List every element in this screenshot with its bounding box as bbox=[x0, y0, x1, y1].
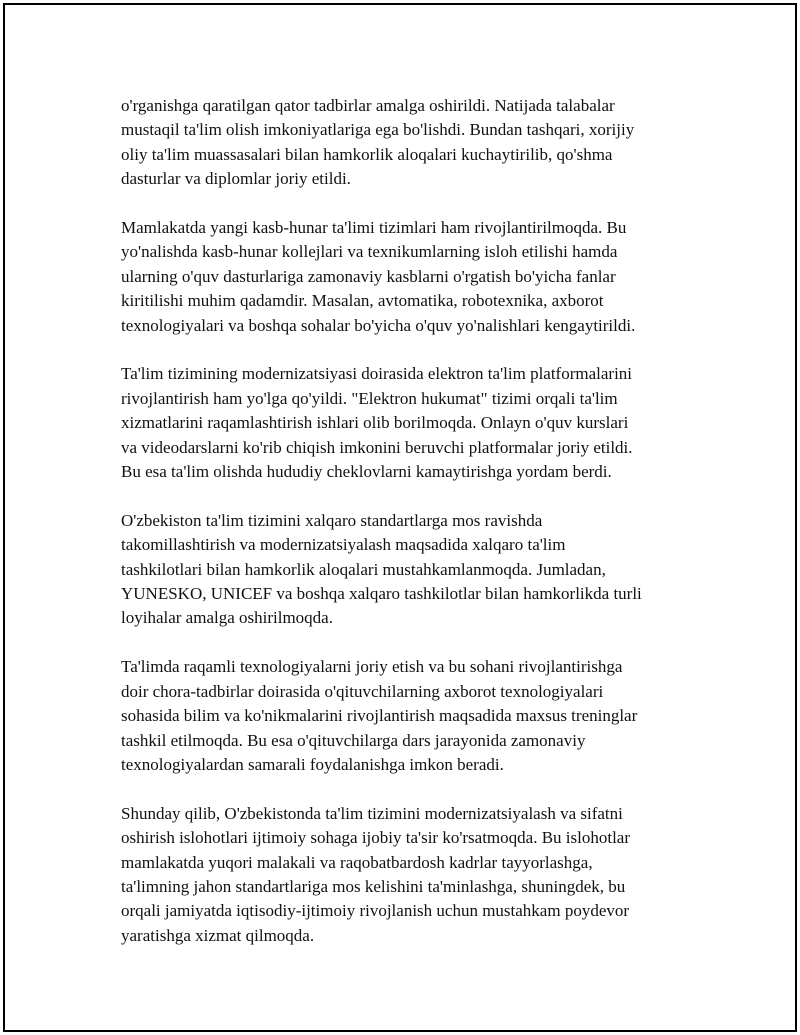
paragraph-5 bbox=[121, 655, 696, 777]
text-line: sohasida bilim va ko'nikmalarini rivojlantirish maqsadida maxsus treninglar bbox=[121, 706, 638, 726]
text-line: dasturlar va diplomlar joriy etildi. bbox=[121, 169, 351, 189]
paragraph-2 bbox=[121, 216, 696, 338]
paragraph-3 bbox=[121, 362, 696, 484]
text-line: yaratishga xizmat qilmoqda. bbox=[121, 925, 315, 945]
paragraph-6 bbox=[121, 802, 696, 948]
text-line: oliy ta'lim muassasalari bilan hamkorlik aloqalari kuchaytirilib, qo'shma bbox=[121, 144, 613, 164]
text-line: Shunday qilib, O'zbekistonda ta'lim tizimini modernizatsiyalash va sifatni bbox=[121, 803, 623, 823]
text-line: takomillashtirish va modernizatsiyalash maqsadida xalqaro ta'lim bbox=[121, 535, 566, 555]
text-line: oshirish islohotlari ijtimoiy sohaga ijobiy ta'sir ko'rsatmoqda. Bu islohotlar bbox=[121, 828, 631, 848]
text-line: orqali jamiyatda iqtisodiy-ijtimoiy rivojlanish uchun mustahkam poydevor bbox=[121, 901, 630, 921]
text-line: mustaqil ta'lim olish imkoniyatlariga ega bo'lishdi. Bundan tashqari, xorijiy bbox=[121, 120, 635, 140]
text-line: mamlakatda yuqori malakali va raqobatbardosh kadrlar tayyorlashga, bbox=[121, 852, 593, 872]
text-line: ularning o'quv dasturlariga zamonaviy kasblarni o'rgatish bo'yicha fanlar bbox=[121, 266, 616, 286]
text-line: tashkilotlari bilan hamkorlik aloqalari mustahkamlanmoqda. Jumladan, bbox=[121, 559, 606, 579]
text-line: kiritilishi muhim qadamdir. Masalan, avtomatika, robotexnika, axborot bbox=[121, 291, 604, 311]
text-line: Mamlakatda yangi kasb-hunar ta'limi tizimlari ham rivojlantirilmoqda. Bu bbox=[121, 218, 627, 238]
text-line: rivojlantirish ham yo'lga qo'yildi. "Elektron hukumat" tizimi orqali ta'lim bbox=[121, 388, 618, 408]
text-line: O'zbekiston ta'lim tizimini xalqaro standartlarga mos ravishda bbox=[121, 510, 543, 530]
text-line: o'rganishga qaratilgan qator tadbirlar amalga oshirildi. Natijada talabalar bbox=[121, 96, 615, 115]
document-body bbox=[121, 94, 696, 973]
text-line: texnologiyalardan samarali foydalanishga imkon beradi. bbox=[121, 754, 504, 774]
text-line: yo'nalishda kasb-hunar kollejlari va texnikumlarning isloh etilishi hamda bbox=[121, 242, 618, 262]
text-line: Ta'limda raqamli texnologiyalarni joriy etish va bu sohani rivojlantirishga bbox=[121, 657, 623, 677]
text-line: tashkil etilmoqda. Bu esa o'qituvchilarga dars jarayonida zamonaviy bbox=[121, 730, 586, 750]
text-line: loyihalar amalga oshirilmoqda. bbox=[121, 608, 333, 628]
text-line: Bu esa ta'lim olishda hududiy cheklovlarni kamaytirishga yordam berdi. bbox=[121, 462, 612, 482]
paragraph-1 bbox=[121, 94, 696, 192]
text-line: xizmatlarini raqamlashtirish ishlari olib borilmoqda. Onlayn o'quv kurslari bbox=[121, 413, 629, 433]
text-line: va videodarslarni ko'rib chiqish imkonini beruvchi platformalar joriy etildi. bbox=[121, 437, 633, 457]
text-line: Ta'lim tizimining modernizatsiyasi doirasida elektron ta'lim platformalarini bbox=[121, 364, 633, 384]
text-line: YUNESKO, UNICEF va boshqa xalqaro tashkilotlar bilan hamkorlikda turli bbox=[121, 584, 642, 604]
text-line: texnologiyalari va boshqa sohalar bo'yicha o'quv yo'nalishlari kengaytirildi. bbox=[121, 315, 636, 335]
page-frame bbox=[3, 3, 797, 1032]
text-line: doir chora-tadbirlar doirasida o'qituvchilarning axborot texnologiyalari bbox=[121, 681, 604, 701]
paragraph-4 bbox=[121, 509, 696, 631]
text-line: ta'limning jahon standartlariga mos kelishini ta'minlashga, shuningdek, bu bbox=[121, 876, 626, 896]
